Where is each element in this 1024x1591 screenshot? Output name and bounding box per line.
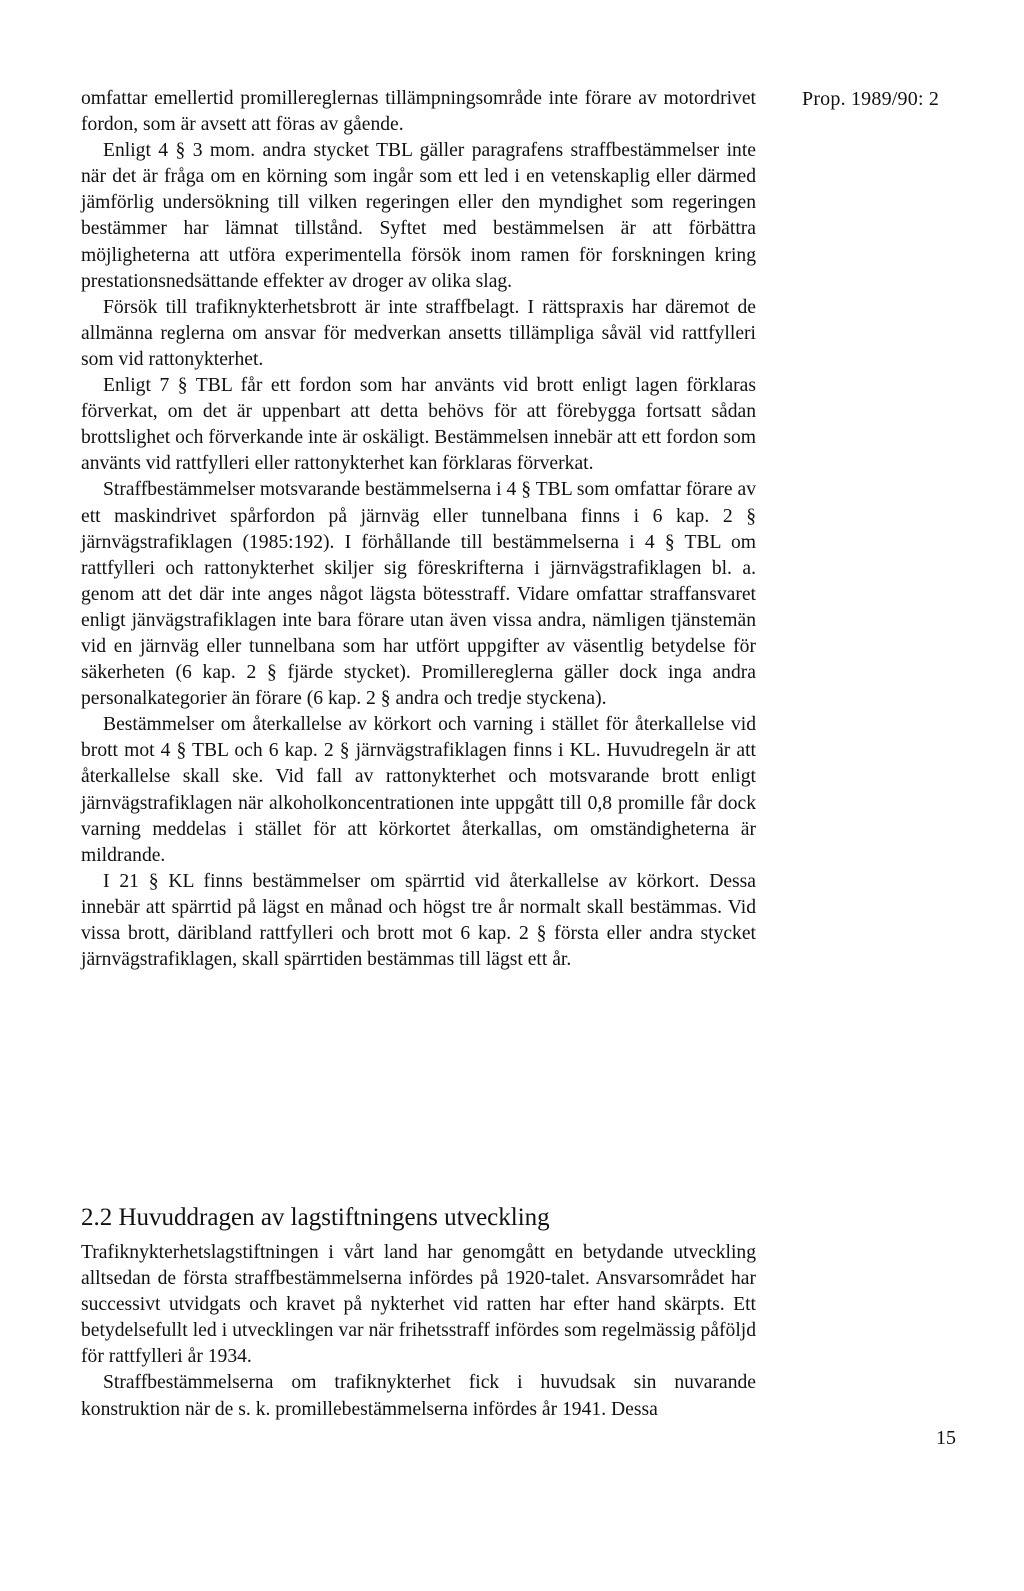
paragraph: I 21 § KL finns bestämmelser om spärrtid vid återkallelse av körkort. Dessa innebär att spärrtid på lägst en månad och högst tre år normalt skall bestämmas. Vid vissa brott, däribland rattfylleri och brott mot 6 kap. 2 § första eller andra stycket järnvägstrafiklagen, skall spärrtiden bestämmas till lägst ett år.	[81, 870, 756, 971]
paragraph: Enligt 7 § TBL får ett fordon som har använts vid brott enligt lagen förklaras förverkat, om det är uppenbart att detta behövs för att förebygga fortsatt sådan brottslighet och förverkande inte är oskäligt. Bestämmelsen innebär att ett fordon som använts vid rattfylleri eller rattonykterhet kan förklaras förverkat.	[81, 375, 756, 475]
paragraph: Straffbestämmelserna om trafiknykterhet fick i huvudsak sin nuvarande konstruktion när de s. k. promillebestämmelserna infördes år 1941. Dessa	[81, 1372, 756, 1420]
paragraph: Bestämmelser om återkallelse av körkort och varning i stället för återkallelse vid brott mot 4 § TBL och 6 kap. 2 § järnvägstrafiklagen finns i KL. Huvudregeln är att återkallelse skall ske. Vid fall av rattonykterhet och motsvarande brott enligt järnvägstrafiklagen när alkoholkoncentrationen inte uppgått till 0,8 promille får dock varning meddelas i stället för att körkortet återkallas, om omständigheterna är mildrande.	[81, 714, 756, 866]
paragraph: Enligt 4 § 3 mom. andra stycket TBL gäller paragrafens straffbestämmelser inte när det är fråga om en körning som ingår som ett led i en vetenskaplig eller därmed jämförlig undersökning till vilken regeringen eller den myndighet som regeringen bestämmer har lämnat tillstånd. Syftet med bestämmelsen är att förbättra möjligheterna att utföra experimentella försök inom ramen för forskningen kring prestationsnedsättande effekter av droger av olika slag.	[81, 140, 756, 292]
paragraph: Trafiknykterhetslagstiftningen i vårt land har genomgått en betydande utveckling alltsedan de första straffbestämmelserna infördes på 1920-talet. Ansvarsområdet har successivt utvidgats och kravet på nykterhet vid ratten har efter hand skärpts. Ett betydelsefullt led i utvecklingen var när frihetsstraff infördes som regelmässig påföljd för rattfylleri år 1934.	[81, 1242, 756, 1368]
page-number: 15	[936, 1427, 956, 1449]
section-heading: 2.2 Huvuddragen av lagstiftningens utveckling	[81, 1204, 550, 1231]
body-text	[81, 86, 756, 973]
paragraph-continuation: omfattar emellertid promillereglernas tillämpningsområde inte förare av motordrivet fordon, som är avsett att föras av gående.	[81, 88, 756, 136]
paragraph: Straffbestämmelser motsvarande bestämmelserna i 4 § TBL som omfattar förare av ett maskindrivet spårfordon på järnväg eller tunnelbana finns i 6 kap. 2 § järnvägstrafiklagen (1985:192). I förhållande till bestämmelserna i 4 § TBL om rattfylleri och rattonykterhet skiljer sig föreskrifterna i järnvägstrafiklagen bl. a. genom att det där inte anges något lägsta bötesstraff. Vidare omfattar straffansvaret enligt jänvägstrafiklagen inte bara förare utan även vissa andra, nämligen tjänstemän vid en järnväg eller tunnelbana som har utfört uppgifter av väsentlig betydelse för säkerheten (6 kap. 2 § fjärde stycket). Promillereglerna gäller dock inga andra personalkategorier än förare (6 kap. 2 § andra och tredje styckena).	[81, 479, 756, 710]
running-head: Prop. 1989/90: 2	[802, 88, 940, 110]
section-body-text	[81, 1240, 756, 1423]
paragraph: Försök till trafiknykterhetsbrott är inte straffbelagt. I rättspraxis har däremot de allmänna reglerna om ansvar för medverkan ansetts tillämpliga såväl vid rattfylleri som vid rattonykterhet.	[81, 296, 756, 370]
